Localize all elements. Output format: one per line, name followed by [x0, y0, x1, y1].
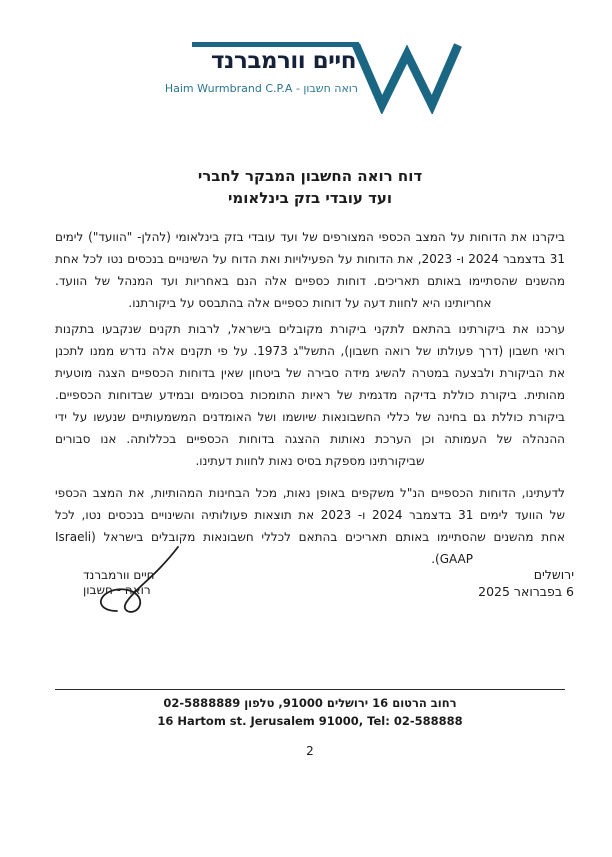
signer-role: רואה - חשבון — [83, 583, 151, 597]
text-line: אחריותינו היא לחוות דעה על דוחות כספיים אלה בהתבסס על ביקורתנו. — [128, 296, 492, 310]
paragraph-scope — [55, 226, 565, 314]
text-line: מהשנים שהסתיימו באותם תאריכים. דוחות כספיים אלה הנם באחריות ועד המנהל של הוועד. — [55, 274, 565, 288]
report-title-line2: ועד עובדי בזק בינלאומי — [227, 189, 393, 207]
signer-name: חיים וורמברנד — [83, 568, 155, 582]
firm-logo — [165, 26, 465, 114]
text-line: שביקורתינו מספקת בסיס נאות לחוות דעתינו. — [195, 454, 425, 468]
text-line: ההנהלה של העמותה וכן הערכת נאותות ההצגה בדוחות הכספיים בכללותה. אנו סבורים — [55, 432, 565, 446]
footer — [55, 689, 565, 730]
text-line: ביקורת כוללת גם בחינה של כללי החשבונאות שיושמו ושל האומדנים המשמעותיים שנעשו על ידי — [55, 410, 565, 424]
text-line: רואי חשבון (דרך פעולתו של רואה חשבון), התשל"ג 1973. על פי תקנים אלה נדרש ממנו לתכנן — [55, 344, 565, 358]
logo-subtitle: Haim Wurmbrand C.P.A - רואה חשבון — [164, 82, 358, 95]
report-title — [55, 165, 565, 209]
signature-date: 6 בפברואר 2025 — [478, 584, 574, 599]
page-number: 2 — [306, 744, 314, 758]
text-line: ערכנו את ביקורתינו בהתאם לתקני ביקורת מקובלים בישראל, לרבות תקנים שנקבעו בתקנות — [55, 322, 565, 336]
text-line: את הביקורת ולבצעה במטרה להשיג מידה סבירה של ביטחון שאין בדוחות הכספיים הצגה מוטעית — [55, 366, 565, 380]
text-line: ביקרנו את הדוחות על המצב הכספי המצורפים של ועד עובדי בזק בינלאומי (להלן- "הוועד") לימים — [55, 230, 565, 244]
footer-address-hebrew: רחוב הרטום 16 ירושלים 91000, טלפון 02-5888889 — [163, 696, 457, 710]
text-line: לדעתינו, הדוחות הכספיים הנ"ל משקפים באופן נאות, מכל הבחינות המהותיות, את המצב הכספי — [55, 486, 565, 500]
paragraph-audit-standards — [55, 318, 565, 472]
logo-bar — [192, 42, 359, 47]
signature-place-date — [478, 566, 574, 600]
text-line: GAAP). — [431, 552, 473, 566]
signature-city: ירושלים — [533, 567, 574, 582]
signature-name-block — [83, 568, 155, 598]
text-line: של הוועד לימים 31 בדצמבר 2024 ו- 2023 את תוצאות פעולותיה והשינויים בנכסים נטו, לכל — [55, 508, 566, 522]
text-line: 31 בדצמבר 2024 ו- 2023, את הדוחות על הפעילויות ואת הדוח על השינויים בנכסים נטו לכל אחת — [55, 252, 565, 266]
logo-firm-name: חיים וורמברנד — [211, 48, 356, 74]
text-line: מהותית. ביקורת כוללת בדיקה מדגמית של ראיות התומכות בסכומים ובמידע שבדוחות הכספיים. — [55, 388, 565, 402]
logo-w-letter — [356, 45, 458, 105]
footer-address-english: 16 Hartom st. Jerusalem 91000, Tel: 02-588888 — [157, 714, 463, 728]
text-line: אחת מהשנים שהסתיימו באותם תאריכים בהתאם לכללי חשבונאות מקובלים בישראל (Israeli — [55, 530, 565, 544]
report-title-line1: דוח רואה החשבון המבקר לחברי — [197, 167, 423, 185]
